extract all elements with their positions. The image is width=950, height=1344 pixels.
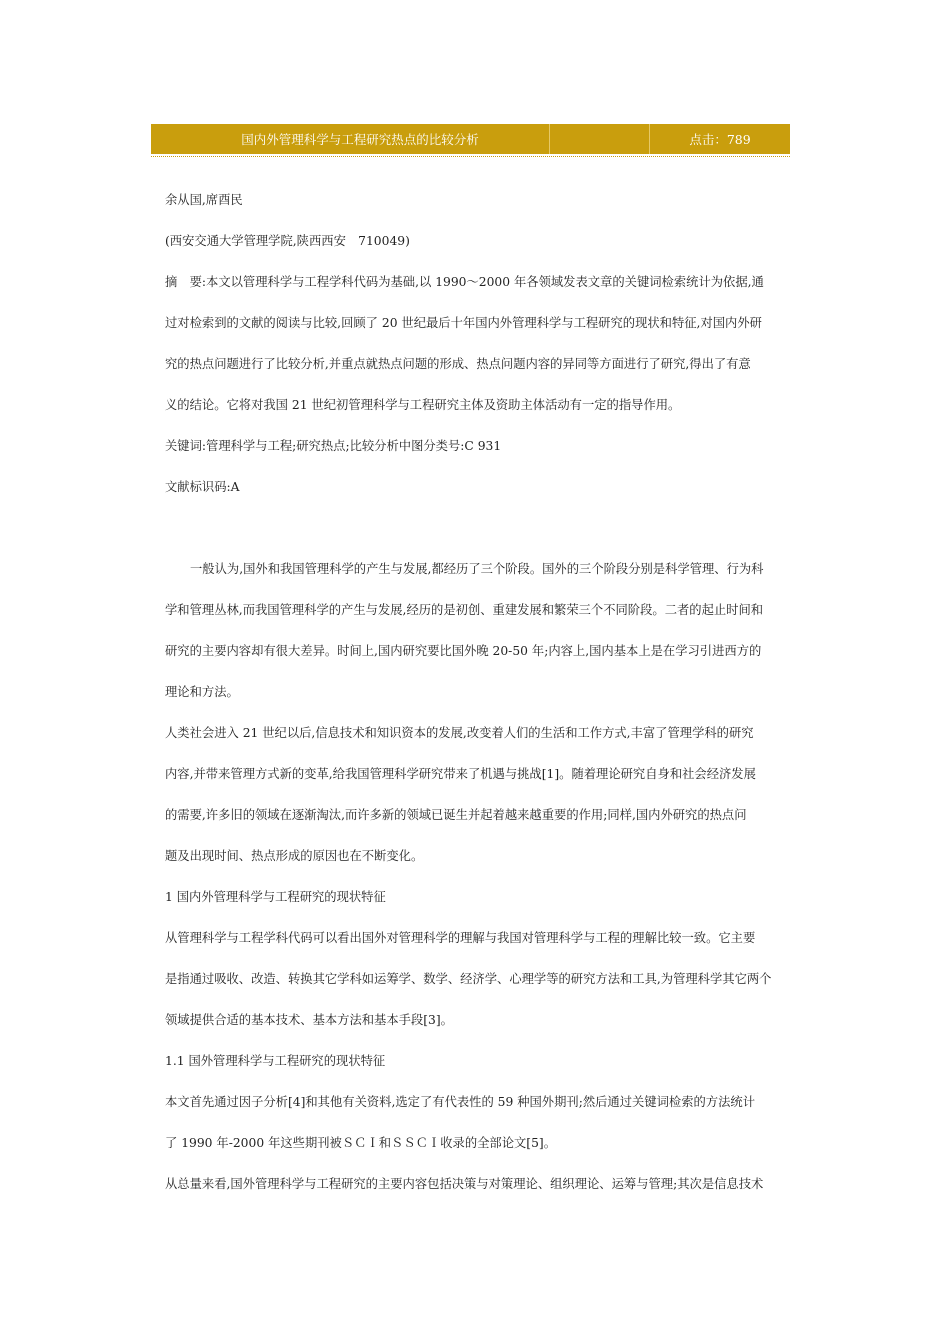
subsection-heading: 1.1 国外管理科学与工程研究的现状特征 xyxy=(165,1054,386,1068)
paragraph-line: 研究的主要内容却有很大差异。时间上,国内研究要比国外晚 20-50 年;内容上,国内基本上是在学习引进西方的 xyxy=(165,644,762,658)
paragraph-line: 题及出现时间、热点形成的原因也在不断变化。 xyxy=(165,849,424,863)
affiliation: (西安交通大学管理学院,陕西西安 710049) xyxy=(165,234,410,248)
abstract-line: 过对检索到的文献的阅读与比较,回顾了 20 世纪最后十年国内外管理科学与工程研究的现状和特征,对国内外研 xyxy=(165,316,762,330)
paragraph-line: 从总量来看,国外管理科学与工程研究的主要内容包括决策与对策理论、组织理论、运筹与管理;其次是信息技术 xyxy=(165,1177,764,1191)
abstract xyxy=(165,266,777,430)
paragraph-line: 的需要,许多旧的领域在逐渐淘汰,而许多新的领域已诞生并起着越来越重要的作用;同样,国内外研究的热点问 xyxy=(165,808,747,822)
paragraph-line: 学和管理丛林,而我国管理科学的产生与发展,经历的是初创、重建发展和繁荣三个不同阶段。二者的起止时间和 xyxy=(165,603,764,617)
paragraph-line: 一般认为,国外和我国管理科学的产生与发展,都经历了三个阶段。国外的三个阶段分别是科学管理、行为科 xyxy=(190,562,764,576)
intro-paragraph xyxy=(165,553,777,717)
subsection-paragraph xyxy=(165,1086,777,1168)
article-body xyxy=(165,184,777,1209)
header-empty-cell xyxy=(550,124,650,154)
section-spacer xyxy=(165,512,777,553)
authors: 余从国,席酉民 xyxy=(165,193,243,207)
paragraph-line: 内容,并带来管理方式新的变革,给我国管理科学研究带来了机遇与挑战[1]。随着理论研究自身和社会经济发展 xyxy=(165,767,756,781)
paragraph-line: 是指通过吸收、改造、转换其它学科如运筹学、数学、经济学、心理学等的研究方法和工具,为管理科学其它两个 xyxy=(165,972,772,986)
paragraph-line: 从管理科学与工程学科代码可以看出国外对管理科学的理解与我国对管理科学与工程的理解比较一致。它主要 xyxy=(165,931,756,945)
click-count: 点击：789 xyxy=(689,132,751,147)
abstract-line: 究的热点问题进行了比较分析,并重点就热点问题的形成、热点问题内容的异同等方面进行了研究,得出了有意 xyxy=(165,357,751,371)
paragraph-line: 本文首先通过因子分析[4]和其他有关资料,选定了有代表性的 59 种国外期刊;然后通过关键词检索的方法统计 xyxy=(165,1095,755,1109)
second-paragraph xyxy=(165,717,777,881)
section-heading: 1 国内外管理科学与工程研究的现状特征 xyxy=(165,890,386,904)
header-divider xyxy=(151,156,790,157)
abstract-line: 摘 要:本文以管理科学与工程学科代码为基础,以 1990～2000 年各领域发表文章的关键词检索统计为依据,通 xyxy=(165,275,764,289)
article-title: 国内外管理科学与工程研究热点的比较分析 xyxy=(151,124,550,154)
document-code: 文献标识码:A xyxy=(165,480,240,494)
paragraph-line: 领域提供合适的基本技术、基本方法和基本手段[3]。 xyxy=(165,1013,453,1027)
article-header-bar xyxy=(151,124,790,154)
keywords: 关键词:管理科学与工程;研究热点;比较分析中图分类号:C 931 xyxy=(165,439,502,453)
paragraph-line: 人类社会进入 21 世纪以后,信息技术和知识资本的发展,改变着人们的生活和工作方式,丰富了管理学科的研究 xyxy=(165,726,754,740)
abstract-line: 义的结论。它将对我国 21 世纪初管理科学与工程研究主体及资助主体活动有一定的指导作用。 xyxy=(165,398,681,412)
paragraph-line: 了 1990 年-2000 年这些期刊被ＳＣＩ和ＳＳＣＩ收录的全部论文[5]。 xyxy=(165,1136,557,1150)
section-paragraph xyxy=(165,922,777,1045)
paragraph-line: 理论和方法。 xyxy=(165,685,239,699)
third-paragraph xyxy=(165,1168,777,1209)
